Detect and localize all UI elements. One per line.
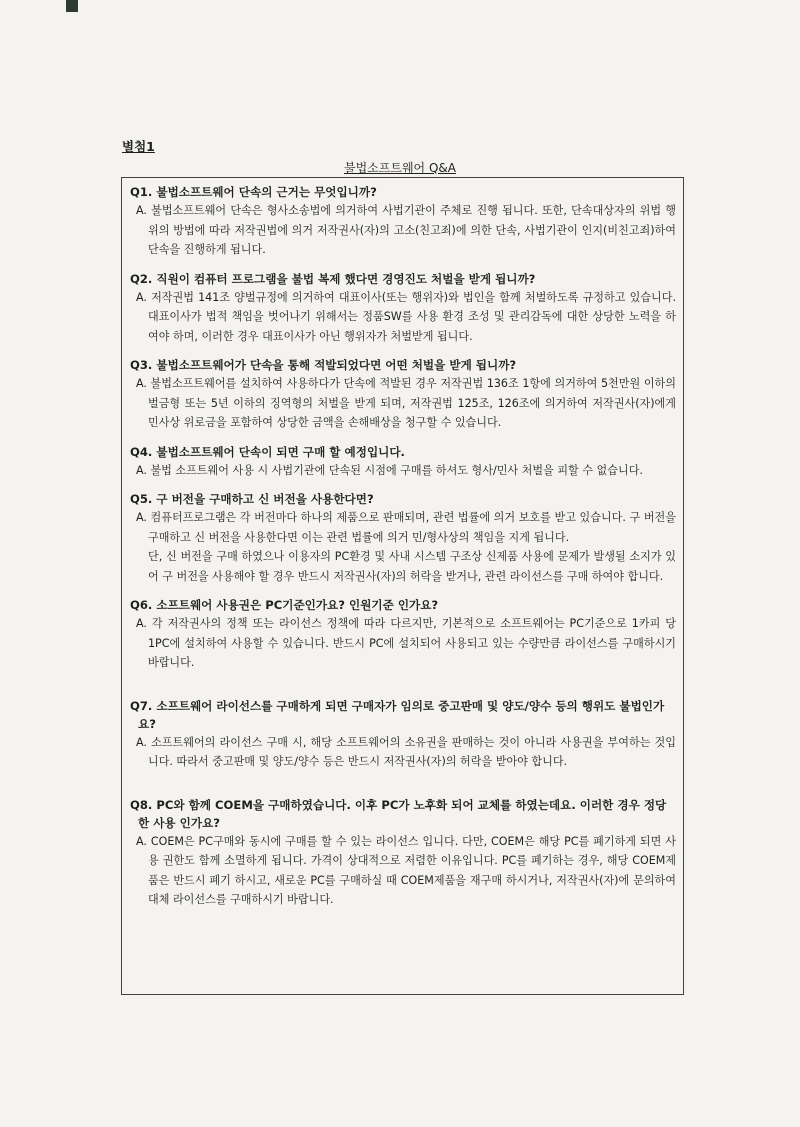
question-2: Q2. 직원이 컴퓨터 프로그램을 불법 복제 했다면 경영진도 처벌을 받게 됩니까? bbox=[130, 271, 536, 286]
attachment-label: 별첨1 bbox=[122, 139, 155, 154]
question-4: Q4. 불법소프트웨어 단속이 되면 구매 할 예정입니다. bbox=[130, 444, 405, 459]
answer-6: A. 각 저작권사의 정책 또는 라이선스 정책에 따라 다르지만, 기본적으로 소프트웨어는 PC기준으로 1카피 당 1PC에 설치하여 사용할 수 있습니다. 반드시 PC에 설치되어 사용되고 있는 수량만큼 라이선스를 구매하시기 바랍니다. bbox=[136, 617, 676, 669]
qa-item-2 bbox=[130, 270, 676, 347]
document-title: 불법소프트웨어 Q&A bbox=[344, 161, 456, 175]
question-5: Q5. 구 버전을 구매하고 신 버전을 사용한다면? bbox=[130, 492, 374, 506]
question-8: Q8. PC와 함께 COEM을 구매하였습니다. 이후 PC가 노후화 되어 교체를 하였는데요. 이러한 경우 정당한 사용 인가요? bbox=[130, 797, 667, 830]
qa-item-4 bbox=[130, 443, 676, 481]
qa-item-8 bbox=[130, 796, 676, 910]
scan-edge-mark bbox=[66, 0, 78, 12]
qa-item-6 bbox=[130, 596, 676, 673]
qa-item-3 bbox=[130, 356, 676, 433]
answer-1: A. 불법소프트웨어 단속은 형사소송법에 의거하여 사법기관이 주체로 진행 됩니다. 또한, 단속대상자의 위법 행위의 방법에 따라 저작권법에 의거 저작권사(자)의 고소(친고죄)에 의한 단속, 사법기관이 인지(비친고죄)하여 단속을 진행하게 됩니다. bbox=[136, 204, 676, 256]
qa-box bbox=[121, 177, 684, 995]
qa-item-5 bbox=[130, 490, 676, 586]
question-6: Q6. 소프트웨어 사용권은 PC기준인가요? 인원기준 인가요? bbox=[130, 598, 439, 612]
question-1: Q1. 불법소프트웨어 단속의 근거는 무엇입니까? bbox=[130, 185, 377, 199]
question-3: Q3. 불법소프트웨어가 단속을 통해 적발되었다면 어떤 처벌을 받게 됩니까? bbox=[130, 358, 517, 372]
answer-4: A. 불법 소프트웨어 사용 시 사법기관에 단속된 시점에 구매를 하셔도 형사/민사 처벌을 피할 수 없습니다. bbox=[136, 463, 643, 477]
answer-3: A. 불법소프트웨어를 설치하여 사용하다가 단속에 적발된 경우 저작권법 136조 1항에 의거하여 5천만원 이하의 벌금형 또는 5년 이하의 징역형의 처벌을 받게 되며, 저작권법 125조, 126조에 의거하여 저작권사(자)에게 민사상 위로금을 포함하여 상당한 금액을 손해배상을 청구할 수 있습니다. bbox=[136, 377, 676, 429]
answer-5-note: 단, 신 버전을 구매 하였으나 이용자의 PC환경 및 사내 시스템 구조상 신제품 사용에 문제가 발생될 소지가 있어 구 버전을 사용해야 할 경우 반드시 저작권사(자)의 허락을 받거나, 관련 라이선스를 구매 하여야 합니다. bbox=[148, 550, 676, 583]
answer-2: A. 저작권법 141조 양벌규정에 의거하여 대표이사(또는 행위자)와 법인을 함께 처벌하도록 규정하고 있습니다. 대표이사가 법적 책임을 벗어나기 위해서는 정품SW를 사용 환경 조성 및 관리감독에 대한 상당한 노력을 하여야 하며, 이러한 경우 대표이사가 아닌 행위자가 처벌받게 됩니다. bbox=[136, 290, 676, 343]
answer-7: A. 소프트웨어의 라이선스 구매 시, 해당 소프트웨어의 소유권을 판매하는 것이 아니라 사용권을 부여하는 것입니다. 따라서 중고판매 및 양도/양수 등은 반드시 저작권사(자)의 허락을 받아야 합니다. bbox=[136, 735, 676, 768]
answer-8: A. COEM은 PC구매와 동시에 구매를 할 수 있는 라이선스 입니다. 다만, COEM은 해당 PC를 폐기하게 되면 사용 권한도 함께 소멸하게 됩니다. 가격이 상대적으로 저렴한 이유입니다. PC를 폐기하는 경우, 해당 COEM제품은 반드시 폐기 하시고, 새로운 PC를 구매하실 때 COEM제품을 재구매 하시거나, 저작권사(자)에 문의하여 대체 라이선스를 구매하시기 바랍니다. bbox=[136, 834, 676, 906]
question-7: Q7. 소프트웨어 라이선스를 구매하게 되면 구매자가 임의로 중고판매 및 양도/양수 등의 행위도 불법인가요? bbox=[130, 698, 665, 731]
qa-item-1 bbox=[130, 183, 676, 260]
answer-5: A. 컴퓨터프로그램은 각 버전마다 하나의 제품으로 판매되며, 관련 법률에 의거 보호를 받고 있습니다. 구 버전을 구매하고 신 버전을 사용한다면 이는 관련 법률에 의거 민/형사상의 책임을 지게 됩니다. bbox=[136, 511, 676, 544]
qa-item-7 bbox=[130, 697, 676, 772]
